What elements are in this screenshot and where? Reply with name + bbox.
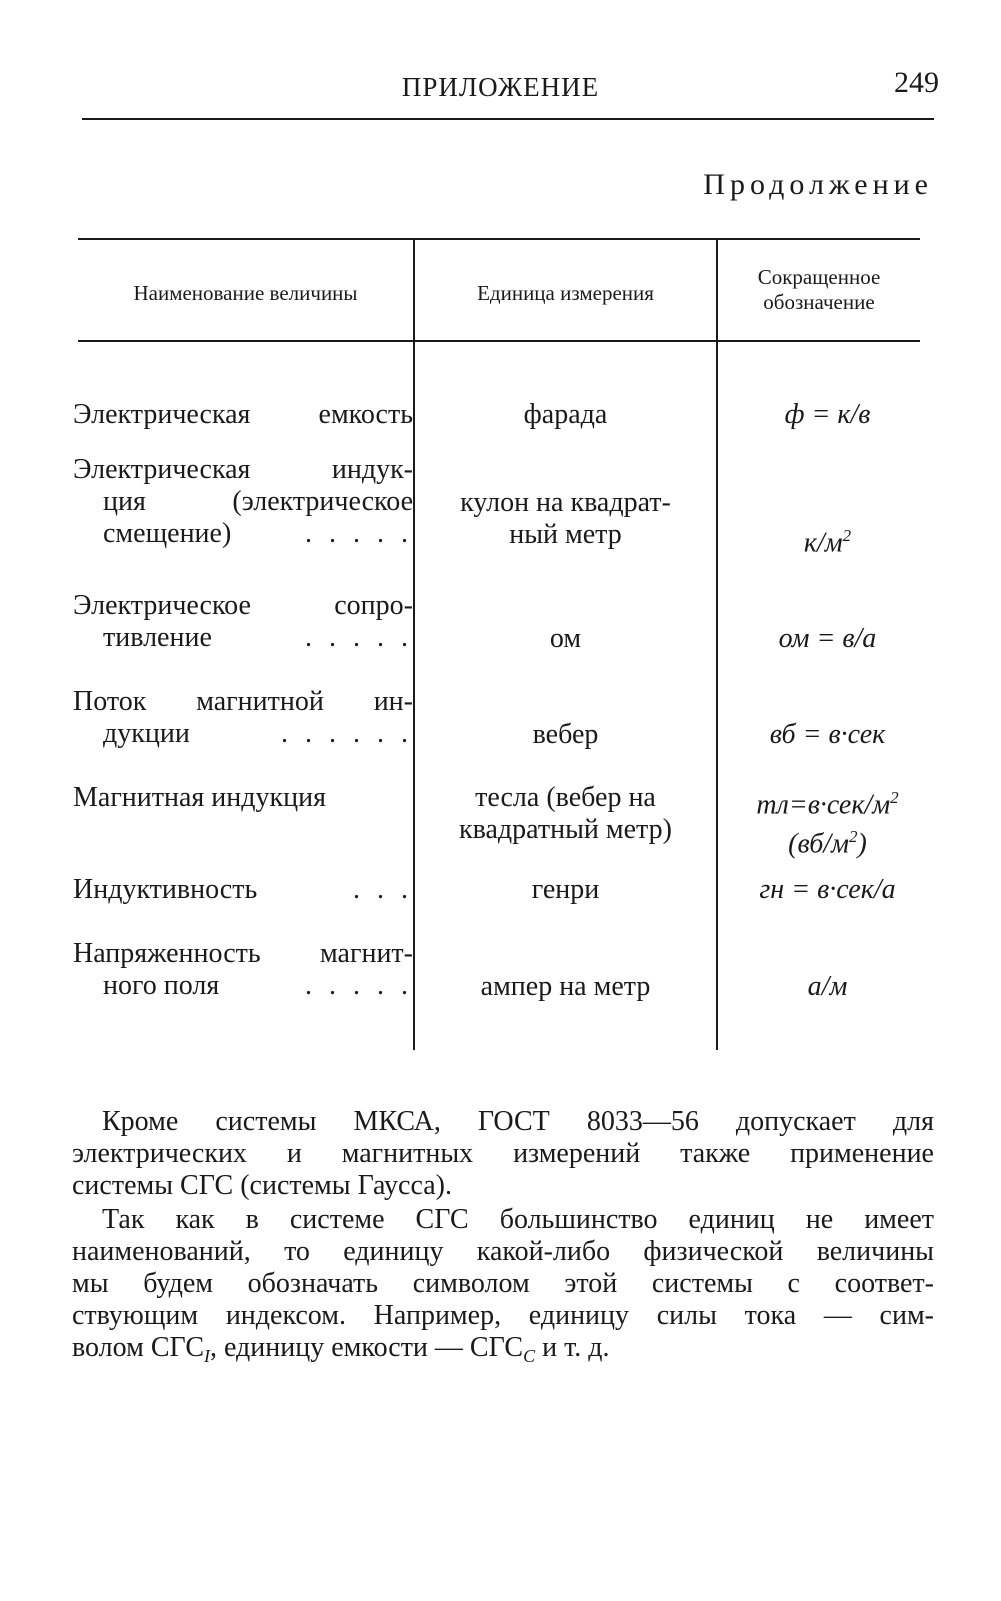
table-row-5-name: Магнитная индукция	[73, 782, 326, 813]
table-row-3-unit: ом	[549, 623, 582, 654]
table-row-2-name: Электрическая индук- ция (электрическое смещение) . . . . .	[73, 454, 413, 549]
column-divider-2	[716, 238, 718, 1050]
table-row-5-unit: тесла (вебер на квадратный метр)	[459, 782, 672, 845]
table-row-6-unit: генри	[531, 874, 600, 905]
page-number: 249	[894, 66, 939, 99]
table-row-1-symbol: ф = к/в	[784, 399, 871, 430]
column-header-unit	[415, 281, 716, 306]
body-paragraph-2: Так как в системе СГС большинство единиц не имеет наименований, то единицу какой-либо физической величины мы будем обозначать символом этой системы с соответ- ствующим индексом. Например, единицу силы тока — сим- волом $СГС_I$, единицу емкости — $СГС_C$ и т. д.	[72, 1204, 934, 1366]
table-row-2-symbol: $к/м^2$	[803, 526, 852, 559]
column-header-name-text: Наименование величины	[133, 281, 358, 305]
column-header-symbol-text: Сокращенное обозначение	[757, 265, 881, 314]
table-row-3-symbol: ом = в/а	[778, 623, 877, 654]
table-row-7-symbol: а/м	[807, 971, 848, 1002]
column-header-unit-text: Единица измерения	[477, 281, 654, 305]
column-header-name	[78, 281, 413, 306]
row-1-name-text: Электрическая емкость	[73, 399, 413, 430]
header-rule	[82, 118, 934, 120]
column-divider-1	[413, 238, 415, 1050]
table-row-7-name: Напряженность магнит- ного поля . . . . .	[73, 938, 413, 1001]
table-header-rule	[78, 340, 920, 342]
table-row-5-symbol: $тл=в\cdot сек/м^2$ $(вб/м^2)$	[756, 788, 899, 860]
column-header-symbol	[718, 265, 920, 315]
continuation-label: Продолжение	[703, 168, 933, 201]
table-row-2-unit: кулон на квадрат- ный метр	[460, 487, 671, 550]
table-row-6-symbol: гн = в·сек/а	[759, 874, 896, 905]
table-row-4-symbol: вб = в·сек	[769, 719, 886, 750]
table-row-7-unit: ампер на метр	[480, 971, 651, 1002]
table-row-1-unit: фарада	[523, 399, 608, 430]
running-title: ПРИЛОЖЕНИЕ	[401, 72, 600, 102]
table-row-6-name: Индуктивность . . .	[73, 874, 413, 905]
table-row-4-name: Поток магнитной ин- дукции . . . . . .	[73, 686, 413, 749]
table-row-4-unit: вебер	[532, 719, 599, 750]
table-top-rule	[78, 238, 920, 240]
table-row-3-name: Электрическое сопро- тивление . . . . .	[73, 590, 413, 653]
body-paragraph-1: Кроме системы МКСА, ГОСТ 8033—56 допускает для электрических и магнитных измерений также применение системы СГС (системы Гаусса).	[72, 1106, 934, 1201]
table-row-1-name	[73, 399, 413, 431]
